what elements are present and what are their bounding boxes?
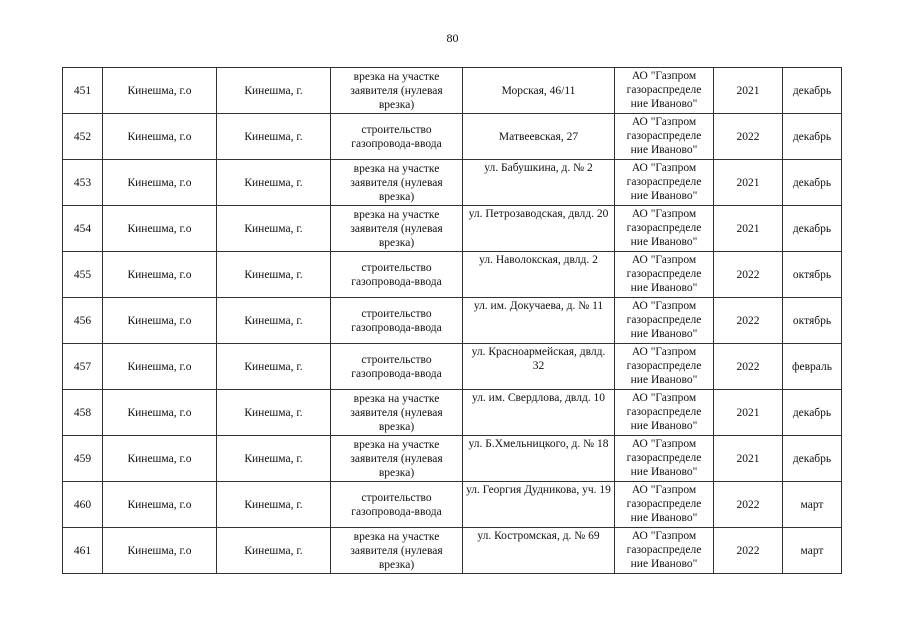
work-type-cell: строительство газопровода-ввода xyxy=(331,482,463,528)
month-cell: октябрь xyxy=(783,252,842,298)
table-row xyxy=(63,528,842,574)
month-cell: октябрь xyxy=(783,298,842,344)
table-row xyxy=(63,344,842,390)
address-cell: ул. Наволокская, двлд. 2 xyxy=(463,252,615,298)
year-cell: 2022 xyxy=(714,344,783,390)
year-cell: 2021 xyxy=(714,390,783,436)
row-number-cell: 456 xyxy=(63,298,103,344)
address-cell: ул. Красноармейская, двлд. 32 xyxy=(463,344,615,390)
organization-cell: АО "Газпром газораспределе ние Иваново" xyxy=(615,436,714,482)
work-type-cell: врезка на участке заявителя (нулевая врезка) xyxy=(331,390,463,436)
city-cell: Кинешма, г. xyxy=(217,160,331,206)
district-cell: Кинешма, г.о xyxy=(103,344,217,390)
month-cell: февраль xyxy=(783,344,842,390)
month-cell: декабрь xyxy=(783,390,842,436)
organization-cell: АО "Газпром газораспределе ние Иваново" xyxy=(615,528,714,574)
row-number-cell: 452 xyxy=(63,114,103,160)
district-cell: Кинешма, г.о xyxy=(103,298,217,344)
work-type-cell: врезка на участке заявителя (нулевая врезка) xyxy=(331,206,463,252)
work-type-cell: врезка на участке заявителя (нулевая врезка) xyxy=(331,68,463,114)
year-cell: 2022 xyxy=(714,114,783,160)
district-cell: Кинешма, г.о xyxy=(103,390,217,436)
month-cell: март xyxy=(783,482,842,528)
address-cell: ул. Костромская, д. № 69 xyxy=(463,528,615,574)
row-number-cell: 457 xyxy=(63,344,103,390)
organization-cell: АО "Газпром газораспределе ние Иваново" xyxy=(615,298,714,344)
table-row xyxy=(63,436,842,482)
work-type-cell: строительство газопровода-ввода xyxy=(331,114,463,160)
address-cell: ул. Бабушкина, д. № 2 xyxy=(463,160,615,206)
year-cell: 2022 xyxy=(714,528,783,574)
row-number-cell: 453 xyxy=(63,160,103,206)
organization-cell: АО "Газпром газораспределе ние Иваново" xyxy=(615,344,714,390)
address-cell: Морская, 46/11 xyxy=(463,68,615,114)
month-cell: декабрь xyxy=(783,68,842,114)
city-cell: Кинешма, г. xyxy=(217,528,331,574)
year-cell: 2022 xyxy=(714,482,783,528)
month-cell: декабрь xyxy=(783,436,842,482)
month-cell: декабрь xyxy=(783,160,842,206)
city-cell: Кинешма, г. xyxy=(217,206,331,252)
row-number-cell: 461 xyxy=(63,528,103,574)
district-cell: Кинешма, г.о xyxy=(103,436,217,482)
month-cell: декабрь xyxy=(783,114,842,160)
year-cell: 2021 xyxy=(714,206,783,252)
table-row xyxy=(63,206,842,252)
address-cell: ул. им. Свердлова, двлд. 10 xyxy=(463,390,615,436)
table-row xyxy=(63,160,842,206)
year-cell: 2022 xyxy=(714,298,783,344)
city-cell: Кинешма, г. xyxy=(217,298,331,344)
district-cell: Кинешма, г.о xyxy=(103,206,217,252)
city-cell: Кинешма, г. xyxy=(217,114,331,160)
district-cell: Кинешма, г.о xyxy=(103,482,217,528)
work-type-cell: врезка на участке заявителя (нулевая врезка) xyxy=(331,528,463,574)
row-number-cell: 454 xyxy=(63,206,103,252)
row-number-cell: 459 xyxy=(63,436,103,482)
city-cell: Кинешма, г. xyxy=(217,436,331,482)
row-number-cell: 458 xyxy=(63,390,103,436)
organization-cell: АО "Газпром газораспределе ние Иваново" xyxy=(615,206,714,252)
table-row xyxy=(63,482,842,528)
gas-connection-table xyxy=(62,67,842,574)
work-type-cell: врезка на участке заявителя (нулевая врезка) xyxy=(331,436,463,482)
city-cell: Кинешма, г. xyxy=(217,252,331,298)
district-cell: Кинешма, г.о xyxy=(103,114,217,160)
year-cell: 2022 xyxy=(714,252,783,298)
city-cell: Кинешма, г. xyxy=(217,390,331,436)
table-row xyxy=(63,68,842,114)
district-cell: Кинешма, г.о xyxy=(103,68,217,114)
year-cell: 2021 xyxy=(714,160,783,206)
organization-cell: АО "Газпром газораспределе ние Иваново" xyxy=(615,482,714,528)
work-type-cell: врезка на участке заявителя (нулевая врезка) xyxy=(331,160,463,206)
table-row xyxy=(63,252,842,298)
organization-cell: АО "Газпром газораспределе ние Иваново" xyxy=(615,390,714,436)
organization-cell: АО "Газпром газораспределе ние Иваново" xyxy=(615,160,714,206)
table-row xyxy=(63,298,842,344)
district-cell: Кинешма, г.о xyxy=(103,252,217,298)
row-number-cell: 455 xyxy=(63,252,103,298)
district-cell: Кинешма, г.о xyxy=(103,160,217,206)
row-number-cell: 460 xyxy=(63,482,103,528)
month-cell: декабрь xyxy=(783,206,842,252)
city-cell: Кинешма, г. xyxy=(217,68,331,114)
year-cell: 2021 xyxy=(714,68,783,114)
organization-cell: АО "Газпром газораспределе ние Иваново" xyxy=(615,114,714,160)
work-type-cell: строительство газопровода-ввода xyxy=(331,344,463,390)
address-cell: ул. им. Докучаева, д. № 11 xyxy=(463,298,615,344)
page-number: 80 xyxy=(446,31,459,45)
address-cell: ул. Б.Хмельницкого, д. № 18 xyxy=(463,436,615,482)
address-cell: Матвеевская, 27 xyxy=(463,114,615,160)
city-cell: Кинешма, г. xyxy=(217,344,331,390)
organization-cell: АО "Газпром газораспределе ние Иваново" xyxy=(615,68,714,114)
district-cell: Кинешма, г.о xyxy=(103,528,217,574)
table-row xyxy=(63,114,842,160)
address-cell: ул. Георгия Дудникова, уч. 19 xyxy=(463,482,615,528)
organization-cell: АО "Газпром газораспределе ние Иваново" xyxy=(615,252,714,298)
work-type-cell: строительство газопровода-ввода xyxy=(331,252,463,298)
row-number-cell: 451 xyxy=(63,68,103,114)
address-cell: ул. Петрозаводская, двлд. 20 xyxy=(463,206,615,252)
month-cell: март xyxy=(783,528,842,574)
city-cell: Кинешма, г. xyxy=(217,482,331,528)
year-cell: 2021 xyxy=(714,436,783,482)
work-type-cell: строительство газопровода-ввода xyxy=(331,298,463,344)
table-row xyxy=(63,390,842,436)
